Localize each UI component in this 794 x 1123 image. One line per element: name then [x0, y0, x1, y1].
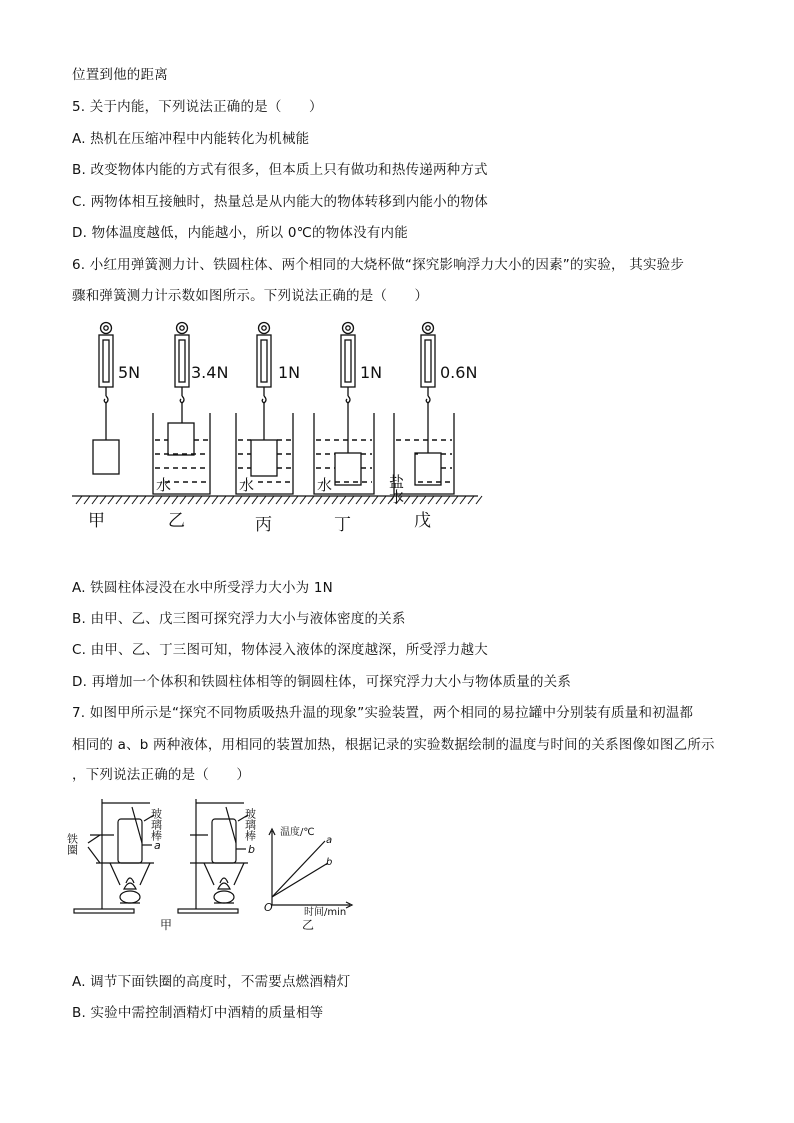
question-6-option-a: A. 铁圆柱体浸没在水中所受浮力大小为 1N: [72, 580, 333, 596]
ground-hatch: [228, 496, 234, 504]
ground-hatch: [308, 496, 314, 504]
question-6-stem-line-2: 骤和弹簧测力计示数如图所示。下列说法正确的是（ ）: [72, 288, 429, 304]
ground-hatch: [180, 496, 186, 504]
liquid-label-ding: 水: [317, 476, 333, 494]
reading-jia: 5N: [118, 363, 141, 382]
ground-hatch: [332, 496, 338, 504]
ground-hatch: [468, 496, 474, 504]
reading-wu: 0.6N: [440, 363, 478, 382]
liquid-label-yi: 水: [156, 476, 172, 494]
reading-yi: 3.4N: [191, 363, 229, 382]
ground-hatch: [148, 496, 154, 504]
question-5-option-d: D. 物体温度越低，内能越小，所以 0℃的物体没有内能: [72, 225, 408, 241]
question-5-option-b: B. 改变物体内能的方式有很多，但本质上只有做功和热传递两种方式: [72, 162, 488, 178]
y-axis-label: 温度/℃: [280, 827, 315, 838]
temperature-time-graph: [269, 829, 352, 908]
question-6-option-d: D. 再增加一个体积和铁圆柱体相等的铜圆柱体，可探究浮力大小与物体质量的关系: [72, 674, 572, 690]
ground-hatch: [140, 496, 146, 504]
question-7-option-b: B. 实验中需控制酒精灯中酒精的质量相等: [72, 1005, 324, 1021]
ground-hatch: [260, 496, 266, 504]
ground-hatch: [300, 496, 306, 504]
ground-hatch: [284, 496, 290, 504]
ground-hatch: [124, 496, 130, 504]
panel-label-jia: 甲: [88, 511, 105, 531]
ground-hatch: [348, 496, 354, 504]
ground-hatch: [372, 496, 378, 504]
ground-hatch: [84, 496, 90, 504]
ground-hatch: [252, 496, 258, 504]
ground-hatch: [316, 496, 322, 504]
question-7-option-a: A. 调节下面铁圈的高度时，不需要点燃酒精灯: [72, 974, 351, 990]
ground-hatch: [324, 496, 330, 504]
ground-hatch: [380, 496, 386, 504]
ground-hatch: [76, 496, 82, 504]
spring-scale-bing: [236, 323, 293, 495]
ground-hatch: [236, 496, 242, 504]
origin-label: O: [264, 901, 273, 914]
question-7-stem-line-1: 7. 如图甲所示是“探究不同物质吸热升温的现象”实验装置，两个相同的易拉罐中分别装有质量和初温都: [72, 705, 694, 721]
question-5-stem: 5. 关于内能，下列说法正确的是（ ）: [72, 99, 323, 115]
rod-label-b: 玻璃棒: [243, 808, 257, 841]
ground-hatch: [420, 496, 426, 504]
panel-label-ding: 丁: [334, 515, 351, 535]
panel-label-wu: 戊: [414, 511, 431, 531]
ground-hatch: [156, 496, 162, 504]
question-7-stem-line-3: ，下列说法正确的是（ ）: [72, 767, 251, 783]
ground-hatch: [452, 496, 458, 504]
question-6-option-c: C. 由甲、乙、丁三图可知，物体浸入液体的深度越深，所受浮力越大: [72, 642, 488, 658]
ground-hatch: [268, 496, 274, 504]
rod-label-a: 玻璃棒: [149, 808, 163, 841]
ring-label: 铁圈: [65, 833, 79, 855]
ground-hatch: [364, 496, 370, 504]
ground-hatch: [100, 496, 106, 504]
question-7-stem-line-2: 相同的 a、b 两种液体，用相同的装置加热，根据记录的实验数据绘制的温度与时间的关系图像如图乙所示: [72, 737, 715, 753]
ground-hatch: [292, 496, 298, 504]
question-6-option-b: B. 由甲、乙、戊三图可探究浮力大小与液体密度的关系: [72, 611, 406, 627]
panel-label-yi: 乙: [168, 511, 185, 531]
ground-hatch: [196, 496, 202, 504]
ground-hatch: [220, 496, 226, 504]
ground-hatch: [188, 496, 194, 504]
series-a-label: a: [326, 835, 333, 846]
ground-hatch: [108, 496, 114, 504]
buoyancy-experiment-figure: [70, 318, 490, 536]
figure-label-yi: 乙: [302, 918, 315, 932]
ground-hatch: [204, 496, 210, 504]
reading-ding: 1N: [360, 363, 383, 382]
x-axis-label: 时间/min: [304, 907, 347, 918]
ground-hatch: [164, 496, 170, 504]
ground-hatch: [412, 496, 418, 504]
ground-hatch: [436, 496, 442, 504]
ground-hatch: [132, 496, 138, 504]
ground-hatch: [444, 496, 450, 504]
liquid-b-label: b: [248, 843, 255, 856]
ground-hatch: [92, 496, 98, 504]
ground-hatch: [276, 496, 282, 504]
ground-hatch: [460, 496, 466, 504]
question-6-stem-line-1: 6. 小红用弹簧测力计、铁圆柱体、两个相同的大烧杯做“探究影响浮力大小的因素”的实验， 其实验步: [72, 257, 685, 273]
ground-hatch: [212, 496, 218, 504]
question-5-option-a: A. 热机在压缩冲程中内能转化为机械能: [72, 131, 310, 147]
ground-hatch: [340, 496, 346, 504]
liquid-label-bing: 水: [239, 476, 255, 494]
question-5-option-c: C. 两物体相互接触时，热量总是从内能大的物体转移到内能小的物体: [72, 194, 488, 210]
heating-experiment-figure: [65, 793, 370, 933]
ground-hatch: [172, 496, 178, 504]
figure-label-jia: 甲: [160, 918, 173, 932]
ground-hatch: [116, 496, 122, 504]
spring-scale-jia: [93, 323, 119, 475]
series-b-label: b: [326, 857, 333, 868]
ground-hatch: [476, 496, 482, 504]
panel-label-bing: 丙: [255, 515, 272, 535]
previous-question-tail: 位置到他的距离: [72, 67, 168, 83]
liquid-label-wu: 盐水: [387, 474, 405, 504]
liquid-a-label: a: [154, 839, 161, 852]
reading-bing: 1N: [278, 363, 301, 382]
ground-hatch: [244, 496, 250, 504]
ground-hatch: [356, 496, 362, 504]
ground-hatch: [428, 496, 434, 504]
